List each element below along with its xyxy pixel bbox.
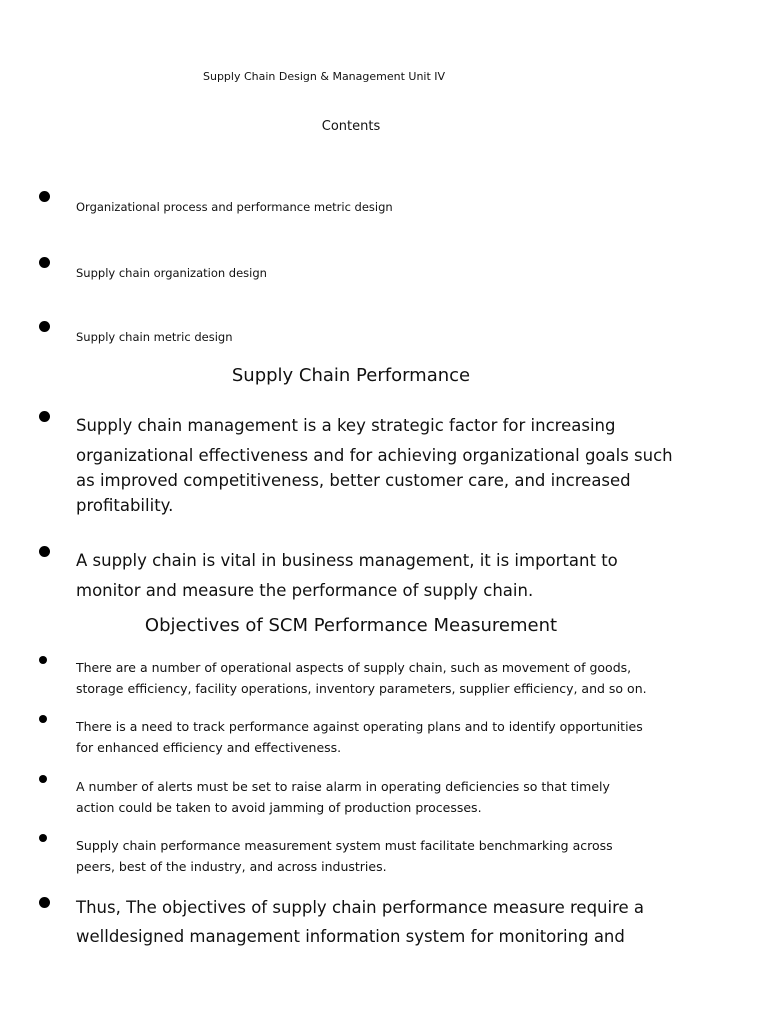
bullet xyxy=(39,321,50,332)
paragraph-line: There are a number of operational aspects of supply chain, such as movement of goods, xyxy=(76,660,632,675)
bullet xyxy=(39,656,47,664)
contents-item: Organizational process and performance metric design xyxy=(76,200,393,214)
paragraph-line: welldesigned management information system for monitoring and xyxy=(76,927,625,946)
document-header: Supply Chain Design & Management Unit IV xyxy=(203,70,446,83)
paragraph-line: Thus, The objectives of supply chain performance measure require a xyxy=(76,898,645,917)
paragraph xyxy=(76,416,676,521)
paragraph-line: A number of alerts must be set to raise alarm in operating deficiencies so that timely xyxy=(76,779,610,794)
paragraph-line: monitor and measure the performance of supply chain. xyxy=(76,581,534,600)
paragraph-line: profitability. xyxy=(76,496,174,515)
paragraph xyxy=(76,551,676,606)
paragraph-line: A supply chain is vital in business management, it is important to xyxy=(76,551,618,570)
paragraph-line: action could be taken to avoid jamming of production processes. xyxy=(76,800,482,815)
paragraph-line: organizational effectiveness and for achieving organizational goals such xyxy=(76,446,673,465)
bullet xyxy=(39,191,50,202)
bullet xyxy=(39,897,50,908)
paragraph xyxy=(76,776,676,818)
paragraph xyxy=(76,716,676,758)
paragraph xyxy=(76,898,676,952)
paragraph-line: There is a need to track performance against operating plans and to identify opportunities xyxy=(76,719,643,734)
bullet xyxy=(39,546,50,557)
bullet xyxy=(39,257,50,268)
bullet xyxy=(39,411,50,422)
bullet xyxy=(39,775,47,783)
contents-heading: Contents xyxy=(321,119,381,134)
contents-item: Supply chain metric design xyxy=(76,330,233,344)
paragraph-line: storage efficiency, facility operations, inventory parameters, supplier efficiency, and so on. xyxy=(76,681,647,696)
bullet xyxy=(39,834,47,842)
paragraph-line: as improved competitiveness, better customer care, and increased xyxy=(76,471,631,490)
bullet xyxy=(39,715,47,723)
contents-item: Supply chain organization design xyxy=(76,266,267,280)
paragraph xyxy=(76,657,676,699)
paragraph-line: for enhanced efficiency and effectiveness. xyxy=(76,740,342,755)
paragraph-line: Supply chain performance measurement system must facilitate benchmarking across xyxy=(76,838,613,853)
section-heading: Supply Chain Performance xyxy=(231,365,471,386)
paragraph xyxy=(76,835,676,877)
paragraph-line: peers, best of the industry, and across industries. xyxy=(76,859,387,874)
paragraph-line: Supply chain management is a key strategic factor for increasing xyxy=(76,416,616,435)
section-heading: Objectives of SCM Performance Measurement xyxy=(144,615,558,636)
